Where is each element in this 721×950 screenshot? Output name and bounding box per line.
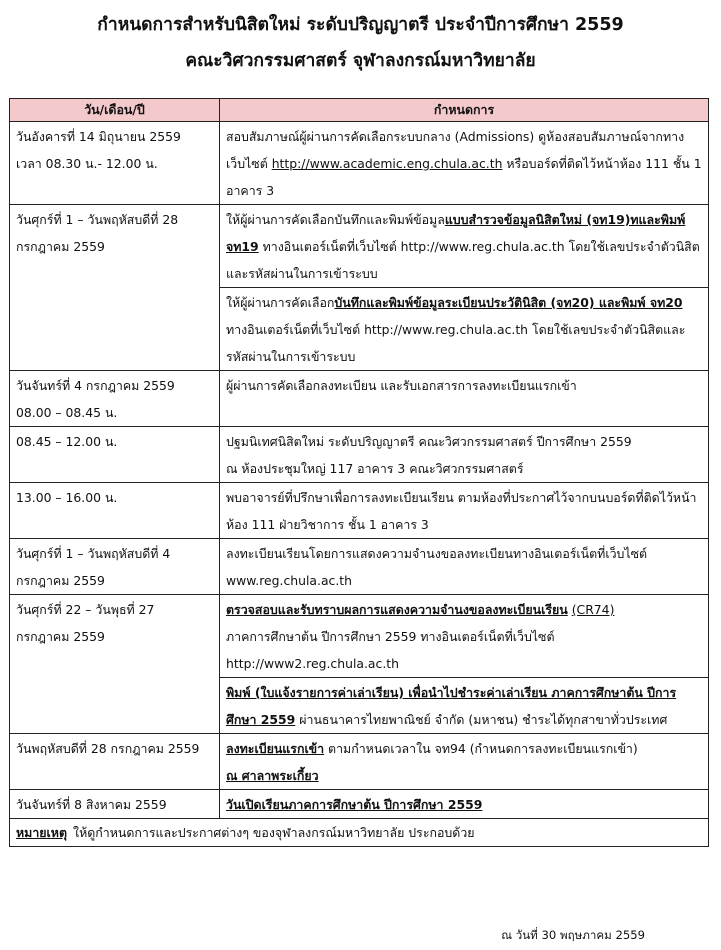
schedule-text: ณ ห้องประชุมใหญ่ 117 อาคาร 3 คณะวิศวกรรมศาสตร์: [226, 461, 524, 476]
date-footer: ณ วันที่ 30 พฤษภาคม 2559: [501, 928, 645, 942]
note-cell: [10, 819, 709, 847]
date-text: กรกฎาคม 2559: [16, 239, 105, 254]
schedule-text: ปฐมนิเทศนิสิตใหม่ ระดับปริญญาตรี คณะวิศวกรรมศาสตร์ ปีการศึกษา 2559: [226, 434, 632, 449]
schedule-text: พบอาจารย์ที่ปรึกษาเพื่อการลงทะเบียนเรียน ตามห้องที่ประกาศไว้จากบนบอร์ดที่ติดไว้หน้าห้อง 111 ฝ่ายวิชาการ ชั้น 1 อาคาร 3: [226, 490, 697, 532]
schedule-bold-text: ลงทะเบียนแรกเข้า: [226, 741, 325, 756]
schedule-cell: [220, 288, 709, 371]
date-cell: [10, 790, 220, 819]
schedule-bold-text: บันทึกและพิมพ์ข้อมูลระเบียนประวัตินิสิต (จท20) และพิมพ์ จท20: [334, 295, 683, 310]
header-schedule: กำหนดการ: [220, 99, 709, 122]
table-row: [10, 734, 709, 790]
schedule-cell: [220, 205, 709, 288]
table-row: [10, 371, 709, 427]
time-text: 08.00 – 08.45 น.: [16, 405, 118, 420]
schedule-cell: [220, 595, 709, 678]
schedule-text: ลงทะเบียนเรียนโดยการแสดงความจำนงขอลงทะเบียนทางอินเตอร์เน็ตที่เว็บไซต์ www.reg.chula.ac.th: [226, 546, 648, 588]
schedule-table: [9, 98, 709, 847]
note-row: [10, 819, 709, 847]
schedule-bold-text: แบบสำรวจข้อมูลนิสิตใหม่ (จท19)ทและพิมพ์ จท19: [226, 212, 686, 254]
date-text: กรกฎาคม 2559: [16, 629, 105, 644]
date-cell: [10, 734, 220, 790]
schedule-bold-text: พิมพ์ (ใบแจ้งรายการค่าเล่าเรียน) เพื่อนำไปชำระค่าเล่าเรียน ภาคการศึกษาต้น ปีการศึกษา 2559: [226, 685, 677, 727]
schedule-cell: [220, 678, 709, 734]
schedule-cell: [220, 371, 709, 427]
date-text: วันจันทร์ที่ 4 กรกฎาคม 2559: [16, 378, 175, 393]
schedule-text: ภาคการศึกษาต้น ปีการศึกษา 2559 ทางอินเตอร์เน็ตที่เว็บไซต์ http://www2.reg.chula.ac.th: [226, 629, 555, 671]
date-text: วันอังคารที่ 14 มิถุนายน 2559: [16, 129, 181, 144]
schedule-cell: [220, 790, 709, 819]
table-row: [10, 539, 709, 595]
schedule-cell: [220, 427, 709, 483]
table-row: [10, 483, 709, 539]
schedule-cell: [220, 122, 709, 205]
schedule-bold-text: วันเปิดเรียนภาคการศึกษาต้น ปีการศึกษา 2559: [226, 797, 483, 812]
date-text: วันศุกร์ที่ 1 – วันพฤหัสบดีที่ 28: [16, 212, 179, 227]
date-cell: [10, 371, 220, 427]
schedule-text: สอบสัมภาษณ์ผู้ผ่านการคัดเลือกระบบกลาง (Admissions) ดูห้องสอบสัมภาษณ์จากทาง เว็บไซต์: [226, 129, 685, 171]
date-text: วันศุกร์ที่ 1 – วันพฤหัสบดีที่ 4: [16, 546, 171, 561]
academic-website-link[interactable]: http://www.academic.eng.chula.ac.th: [271, 156, 503, 171]
date-text: วันพฤหัสบดีที่ 28 กรกฎาคม 2559: [16, 741, 200, 756]
schedule-text: ทางอินเตอร์เน็ตที่เว็บไซต์ http://www.reg.chula.ac.th โดยใช้เลขประจำตัวนิสิตและรหัสผ่านในการเข้าระบบ: [226, 322, 686, 364]
time-cell: [10, 483, 220, 539]
table-row: [10, 427, 709, 483]
date-cell: [10, 122, 220, 205]
note-label: หมายเหตุ: [16, 825, 68, 840]
schedule-cell: [220, 539, 709, 595]
page-subtitle: คณะวิศวกรรมศาสตร์ จุฬาลงกรณ์มหาวิทยาลัย: [185, 51, 536, 71]
time-text: 08.45 – 12.00 น.: [16, 434, 118, 449]
date-text: วันศุกร์ที่ 22 – วันพุธที่ 27: [16, 602, 155, 617]
table-header-row: [10, 99, 709, 122]
schedule-text: หรือบอร์ดที่ติดไว้หน้าห้อง 111 ชั้น 1 อาคาร 3: [226, 156, 702, 198]
time-text: เวลา 08.30 น.- 12.00 น.: [16, 156, 158, 171]
schedule-text: ให้ผู้ผ่านการคัดเลือก: [226, 295, 335, 310]
table-row: [10, 790, 709, 819]
schedule-cell: [220, 734, 709, 790]
date-cell: [10, 205, 220, 371]
date-text: วันจันทร์ที่ 8 สิงหาคม 2559: [16, 797, 167, 812]
schedule-text: ทางอินเตอร์เน็ตที่เว็บไซต์ http://www.reg.chula.ac.th โดยใช้เลขประจำตัวนิสิตและรหัสผ่านในการเข้าระบบ: [226, 239, 700, 281]
table-row: [10, 595, 709, 678]
schedule-text: ให้ผู้ผ่านการคัดเลือกบันทึกและพิมพ์ข้อมูล: [226, 212, 445, 227]
table-row: [10, 205, 709, 288]
page-title: กำหนดการสำหรับนิสิตใหม่ ระดับปริญญาตรี ประจำปีการศึกษา 2559: [97, 15, 624, 35]
header-date: วัน/เดือน/ปี: [10, 99, 220, 122]
date-text: กรกฎาคม 2559: [16, 573, 105, 588]
time-cell: [10, 427, 220, 483]
table-row: [10, 122, 709, 205]
schedule-bold-text: ตรวจสอบและรับทราบผลการแสดงความจำนงขอลงทะเบียนเรียน: [226, 602, 568, 617]
schedule-text: ผ่านธนาคารไทยพาณิชย์ จำกัด (มหาชน) ชำระได้ทุกสาขาทั่วประเทศ: [295, 712, 668, 727]
note-text: ให้ดูกำหนดการและประกาศต่างๆ ของจุฬาลงกรณ์มหาวิทยาลัย ประกอบด้วย: [73, 825, 475, 840]
schedule-text: ผู้ผ่านการคัดเลือกลงทะเบียน และรับเอกสารการลงทะเบียนแรกเข้า: [226, 378, 577, 393]
date-cell: [10, 595, 220, 734]
time-text: 13.00 – 16.00 น.: [16, 490, 118, 505]
cr74-code: (CR74): [571, 602, 615, 617]
date-cell: [10, 539, 220, 595]
schedule-text: ตามกำหนดเวลาใน จท94 (กำหนดการลงทะเบียนแรกเข้า): [324, 741, 638, 756]
schedule-cell: [220, 483, 709, 539]
venue-text: ณ ศาลาพระเกี้ยว: [226, 768, 319, 783]
